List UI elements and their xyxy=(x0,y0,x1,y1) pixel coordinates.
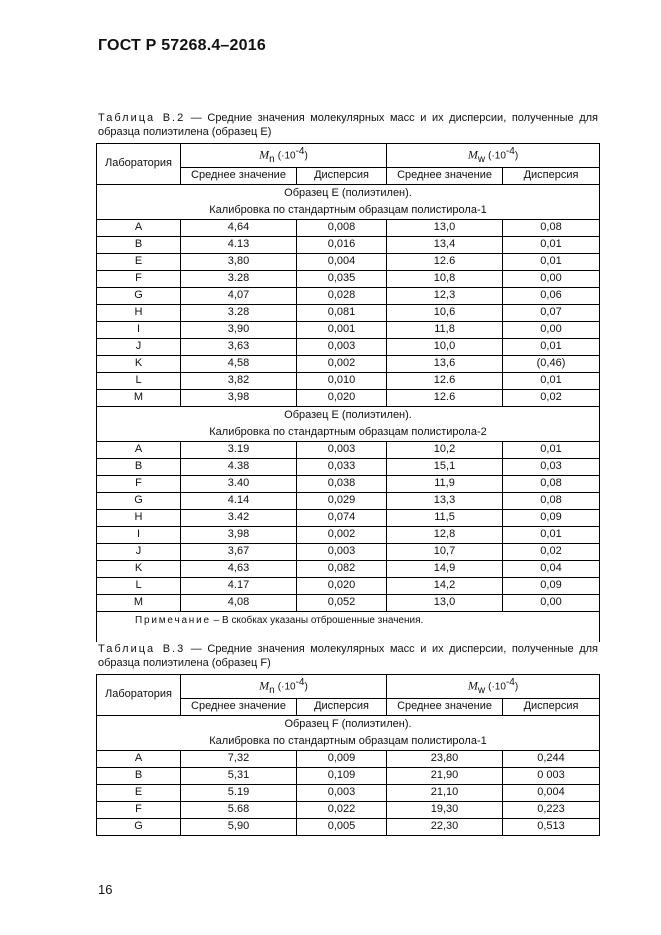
mw-mean-cell: 14,2 xyxy=(387,577,503,594)
table-row xyxy=(97,560,600,577)
mw-disp-cell: 0,00 xyxy=(503,594,600,611)
mn-mean-cell: 4.13 xyxy=(181,236,297,253)
mn-mean-cell: 5,31 xyxy=(181,767,297,784)
mw-disp-cell: 0,513 xyxy=(503,818,600,835)
lab-cell: G xyxy=(97,492,181,509)
mn-disp-cell: 0,035 xyxy=(297,270,387,287)
table-b2-caption-text: — Средние значения молекулярных масс и их дисперсии, полученные для образца полиэтилена (образец Е) xyxy=(98,112,598,138)
table-note xyxy=(97,611,600,630)
col-header-mn-disp: Дисперсия xyxy=(297,698,387,715)
mw-disp-cell: 0,01 xyxy=(503,526,600,543)
mn-disp-cell: 0,009 xyxy=(297,750,387,767)
mw-disp-cell: (0,46) xyxy=(503,355,600,372)
table-row xyxy=(97,253,600,270)
mw-mean-cell: 11,5 xyxy=(387,509,503,526)
mw-mean-cell: 15,1 xyxy=(387,458,503,475)
table-row xyxy=(97,577,600,594)
mw-mean-cell: 13,3 xyxy=(387,492,503,509)
col-header-lab: Лаборатория xyxy=(97,675,181,716)
table-row xyxy=(97,372,600,389)
mn-mean-cell: 3,80 xyxy=(181,253,297,270)
mw-disp-cell: 0,02 xyxy=(503,389,600,406)
group-row xyxy=(97,715,600,750)
table-b3-caption-text: — Средние значения молекулярных масс и их дисперсии, полученные для образца полиэтилена (образец F) xyxy=(98,643,598,669)
col-header-mw-disp: Дисперсия xyxy=(503,167,600,184)
table-b2-caption xyxy=(98,111,598,139)
col-header-lab: Лаборатория xyxy=(97,144,181,185)
mw-mean-cell: 22,30 xyxy=(387,818,503,835)
lab-cell: A xyxy=(97,441,181,458)
mw-mean-cell: 12.6 xyxy=(387,253,503,270)
mw-mean-cell: 10,2 xyxy=(387,441,503,458)
table-row xyxy=(97,492,600,509)
note-row xyxy=(97,611,600,630)
mw-mean-cell: 12.6 xyxy=(387,372,503,389)
table-row xyxy=(97,321,600,338)
page-number: 16 xyxy=(98,882,113,897)
mw-mean-cell: 13,4 xyxy=(387,236,503,253)
mn-disp-cell: 0,010 xyxy=(297,372,387,389)
mn-mean-cell: 3,98 xyxy=(181,389,297,406)
mn-disp-cell: 0,003 xyxy=(297,338,387,355)
lab-cell: M xyxy=(97,594,181,611)
table-b3-caption xyxy=(98,642,598,670)
group-title: Образец F (полиэтилен). xyxy=(284,717,412,730)
table-row xyxy=(97,526,600,543)
mn-disp-cell: 0,052 xyxy=(297,594,387,611)
mn-mean-cell: 3,63 xyxy=(181,338,297,355)
table-row xyxy=(97,458,600,475)
mn-mean-cell: 4.14 xyxy=(181,492,297,509)
mw-disp-cell: 0,06 xyxy=(503,287,600,304)
lab-cell: B xyxy=(97,458,181,475)
mn-mean-cell: 7,32 xyxy=(181,750,297,767)
mn-mean-cell: 3,82 xyxy=(181,372,297,389)
mn-disp-cell: 0,002 xyxy=(297,355,387,372)
table-row xyxy=(97,767,600,784)
mn-mean-cell: 3,67 xyxy=(181,543,297,560)
mn-disp-cell: 0,038 xyxy=(297,475,387,492)
lab-cell: G xyxy=(97,287,181,304)
mw-mean-cell: 12.6 xyxy=(387,389,503,406)
table-b3-caption-lead: Таблица В.3 xyxy=(98,643,186,655)
lab-cell: J xyxy=(97,543,181,560)
mn-mean-cell: 5,90 xyxy=(181,818,297,835)
mw-mean-cell: 19,30 xyxy=(387,801,503,818)
group-calibration: Калибровка по стандартным образцам полистирола-1 xyxy=(209,203,487,216)
mw-disp-cell: 0,004 xyxy=(503,784,600,801)
mn-disp-cell: 0,008 xyxy=(297,219,387,236)
mw-disp-cell: 0,01 xyxy=(503,441,600,458)
mn-disp-cell: 0,074 xyxy=(297,509,387,526)
lab-cell: H xyxy=(97,304,181,321)
mn-mean-cell: 4.17 xyxy=(181,577,297,594)
group-row xyxy=(97,184,600,219)
col-header-mn-mean: Среднее значение xyxy=(181,167,297,184)
mn-disp-cell: 0,003 xyxy=(297,784,387,801)
lab-cell: M xyxy=(97,389,181,406)
lab-cell: K xyxy=(97,355,181,372)
lab-cell: I xyxy=(97,321,181,338)
mw-disp-cell: 0,03 xyxy=(503,458,600,475)
col-header-mw: $M_w$ $(\cdot 10^{-4})$ xyxy=(387,144,600,168)
table-b2-caption-lead: Таблица В.2 xyxy=(98,112,186,124)
table-row xyxy=(97,304,600,321)
mn-mean-cell: 4,58 xyxy=(181,355,297,372)
group-heading xyxy=(97,406,600,441)
col-header-mn-disp: Дисперсия xyxy=(297,167,387,184)
col-header-mn: $M_n$ $(\cdot 10^{-4})$ xyxy=(181,144,387,168)
mw-disp-cell: 0,02 xyxy=(503,543,600,560)
lab-cell: E xyxy=(97,784,181,801)
mn-mean-cell: 3,90 xyxy=(181,321,297,338)
table-row xyxy=(97,594,600,611)
mn-mean-cell: 5.68 xyxy=(181,801,297,818)
col-header-mw: $M_w$ $(\cdot 10^{-4})$ xyxy=(387,675,600,699)
mw-disp-cell: 0,244 xyxy=(503,750,600,767)
mn-mean-cell: 4.38 xyxy=(181,458,297,475)
mw-mean-cell: 10,8 xyxy=(387,270,503,287)
lab-cell: F xyxy=(97,801,181,818)
mw-disp-cell: 0 003 xyxy=(503,767,600,784)
mn-disp-cell: 0,081 xyxy=(297,304,387,321)
mw-mean-cell: 11,9 xyxy=(387,475,503,492)
lab-cell: H xyxy=(97,509,181,526)
mw-disp-cell: 0,09 xyxy=(503,509,600,526)
mn-mean-cell: 3.40 xyxy=(181,475,297,492)
table-spacer xyxy=(97,630,600,642)
lab-cell: J xyxy=(97,338,181,355)
lab-cell: E xyxy=(97,253,181,270)
table-row xyxy=(97,287,600,304)
mn-disp-cell: 0,028 xyxy=(297,287,387,304)
table-b3 xyxy=(96,674,600,836)
col-header-mw-mean: Среднее значение xyxy=(387,167,503,184)
mw-disp-cell: 0,09 xyxy=(503,577,600,594)
mw-disp-cell: 0,04 xyxy=(503,560,600,577)
table-row xyxy=(97,475,600,492)
table-row xyxy=(97,389,600,406)
lab-cell: F xyxy=(97,270,181,287)
mn-mean-cell: 4,07 xyxy=(181,287,297,304)
table-row xyxy=(97,355,600,372)
lab-cell: L xyxy=(97,372,181,389)
table-row xyxy=(97,543,600,560)
table-row xyxy=(97,338,600,355)
mn-mean-cell: 5.19 xyxy=(181,784,297,801)
table-row xyxy=(97,818,600,835)
group-title: Образец Е (полиэтилен). xyxy=(284,186,412,199)
lab-cell: B xyxy=(97,236,181,253)
col-header-mw-disp: Дисперсия xyxy=(503,698,600,715)
lab-cell: G xyxy=(97,818,181,835)
mn-mean-cell: 4,63 xyxy=(181,560,297,577)
mw-mean-cell: 12,8 xyxy=(387,526,503,543)
mw-disp-cell: 0,08 xyxy=(503,492,600,509)
mw-mean-cell: 14,9 xyxy=(387,560,503,577)
table-b2 xyxy=(96,143,600,642)
group-calibration: Калибровка по стандартным образцам полистирола-1 xyxy=(209,734,487,747)
mw-disp-cell: 0,07 xyxy=(503,304,600,321)
table-row xyxy=(97,236,600,253)
mw-mean-cell: 13,6 xyxy=(387,355,503,372)
note-text: – В скобках указаны отброшенные значения. xyxy=(210,615,424,627)
mn-disp-cell: 0,020 xyxy=(297,389,387,406)
mn-mean-cell: 3.42 xyxy=(181,509,297,526)
mn-disp-cell: 0,109 xyxy=(297,767,387,784)
mn-mean-cell: 3.28 xyxy=(181,270,297,287)
lab-cell: B xyxy=(97,767,181,784)
mn-disp-cell: 0,005 xyxy=(297,818,387,835)
mw-mean-cell: 13,0 xyxy=(387,594,503,611)
lab-cell: K xyxy=(97,560,181,577)
mn-disp-cell: 0,020 xyxy=(297,577,387,594)
mn-disp-cell: 0,029 xyxy=(297,492,387,509)
mw-disp-cell: 0,00 xyxy=(503,321,600,338)
document-header: ГОСТ Р 57268.4–2016 xyxy=(98,37,266,54)
mn-mean-cell: 3.19 xyxy=(181,441,297,458)
mw-disp-cell: 0,01 xyxy=(503,236,600,253)
mw-mean-cell: 21,90 xyxy=(387,767,503,784)
table-row xyxy=(97,219,600,236)
mw-disp-cell: 0,01 xyxy=(503,253,600,270)
table-row xyxy=(97,750,600,767)
note-lead: Примечание xyxy=(135,615,211,627)
group-calibration: Калибровка по стандартным образцам полистирола-2 xyxy=(209,425,487,438)
col-header-mw-mean: Среднее значение xyxy=(387,698,503,715)
table-row xyxy=(97,270,600,287)
mn-disp-cell: 0,003 xyxy=(297,441,387,458)
col-header-mn: $M_n$ $(\cdot 10^{-4})$ xyxy=(181,675,387,699)
group-heading xyxy=(97,184,600,219)
mw-mean-cell: 21,10 xyxy=(387,784,503,801)
mw-mean-cell: 10,0 xyxy=(387,338,503,355)
mw-mean-cell: 23,80 xyxy=(387,750,503,767)
mn-disp-cell: 0,002 xyxy=(297,526,387,543)
mw-disp-cell: 0,08 xyxy=(503,475,600,492)
mn-disp-cell: 0,033 xyxy=(297,458,387,475)
group-row xyxy=(97,406,600,441)
lab-cell: A xyxy=(97,219,181,236)
mw-disp-cell: 0,223 xyxy=(503,801,600,818)
mw-disp-cell: 0,01 xyxy=(503,338,600,355)
mn-disp-cell: 0,001 xyxy=(297,321,387,338)
lab-cell: F xyxy=(97,475,181,492)
group-heading xyxy=(97,715,600,750)
col-header-mn-mean: Среднее значение xyxy=(181,698,297,715)
mn-mean-cell: 4,64 xyxy=(181,219,297,236)
table-row xyxy=(97,441,600,458)
group-title: Образец Е (полиэтилен). xyxy=(284,408,412,421)
mn-mean-cell: 3.28 xyxy=(181,304,297,321)
mn-disp-cell: 0,082 xyxy=(297,560,387,577)
mw-mean-cell: 10,6 xyxy=(387,304,503,321)
mn-disp-cell: 0,022 xyxy=(297,801,387,818)
mw-mean-cell: 12,3 xyxy=(387,287,503,304)
table-row xyxy=(97,801,600,818)
lab-cell: I xyxy=(97,526,181,543)
mn-disp-cell: 0,003 xyxy=(297,543,387,560)
mw-disp-cell: 0,01 xyxy=(503,372,600,389)
mn-mean-cell: 4,08 xyxy=(181,594,297,611)
table-row xyxy=(97,509,600,526)
mn-disp-cell: 0,016 xyxy=(297,236,387,253)
mn-disp-cell: 0,004 xyxy=(297,253,387,270)
mw-mean-cell: 11,8 xyxy=(387,321,503,338)
lab-cell: L xyxy=(97,577,181,594)
mw-disp-cell: 0,08 xyxy=(503,219,600,236)
mn-mean-cell: 3,98 xyxy=(181,526,297,543)
table-row xyxy=(97,784,600,801)
mw-mean-cell: 10,7 xyxy=(387,543,503,560)
mw-disp-cell: 0,00 xyxy=(503,270,600,287)
mw-mean-cell: 13,0 xyxy=(387,219,503,236)
spacer-cell xyxy=(97,630,600,642)
lab-cell: A xyxy=(97,750,181,767)
